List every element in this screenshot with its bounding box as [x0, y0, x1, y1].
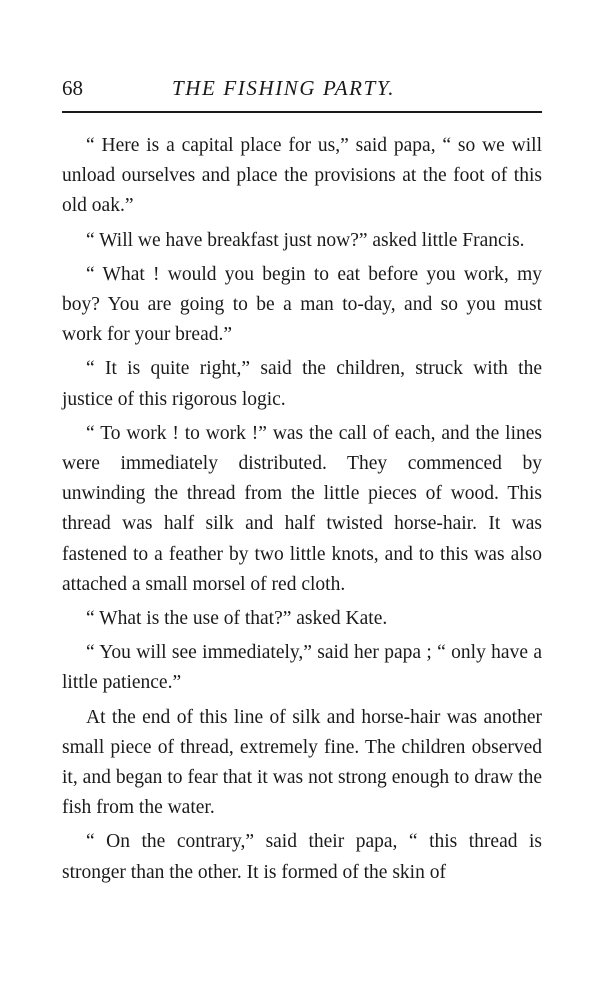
running-title: THE FISHING PARTY.	[172, 76, 396, 100]
paragraph: “ To work ! to work !” was the call of each, and the lines were immediately distributed. They commenced by unwinding the thread from the little pieces of wood. This thread was half silk and half twisted horse-hair. It was fastened to a feather by two little knots, and to this was also attached a small morsel of red cloth.	[62, 422, 542, 595]
paragraph: “ Will we have breakfast just now?” asked little Francis.	[86, 229, 525, 251]
paragraph: At the end of this line of silk and horse-hair was another small piece of thread, extremely fine. The children observed it, and began to fear that it was not strong enough to draw the fish from the water.	[62, 706, 542, 819]
paragraph: “ What is the use of that?” asked Kate.	[86, 608, 388, 630]
paragraph: “ What ! would you begin to eat before you work, my boy? You are going to be a man to-day, and so you must work for your bread.”	[62, 263, 542, 346]
page-number: 68	[62, 76, 83, 100]
paragraph: “ It is quite right,” said the children, struck with the justice of this rigorous logic.	[62, 358, 542, 410]
paragraph: “ Here is a capital place for us,” said papa, “ so we will unload ourselves and place the provisions at the foot of this old oak.”	[62, 135, 542, 217]
paragraph: “ You will see immediately,” said her papa ; “ only have a little patience.”	[62, 642, 542, 694]
paragraph: “ On the contrary,” said their papa, “ this thread is stronger than the other. It is formed of the skin of	[62, 831, 542, 883]
header-rule	[62, 111, 542, 113]
page-header	[62, 74, 542, 104]
body-text	[62, 131, 542, 892]
